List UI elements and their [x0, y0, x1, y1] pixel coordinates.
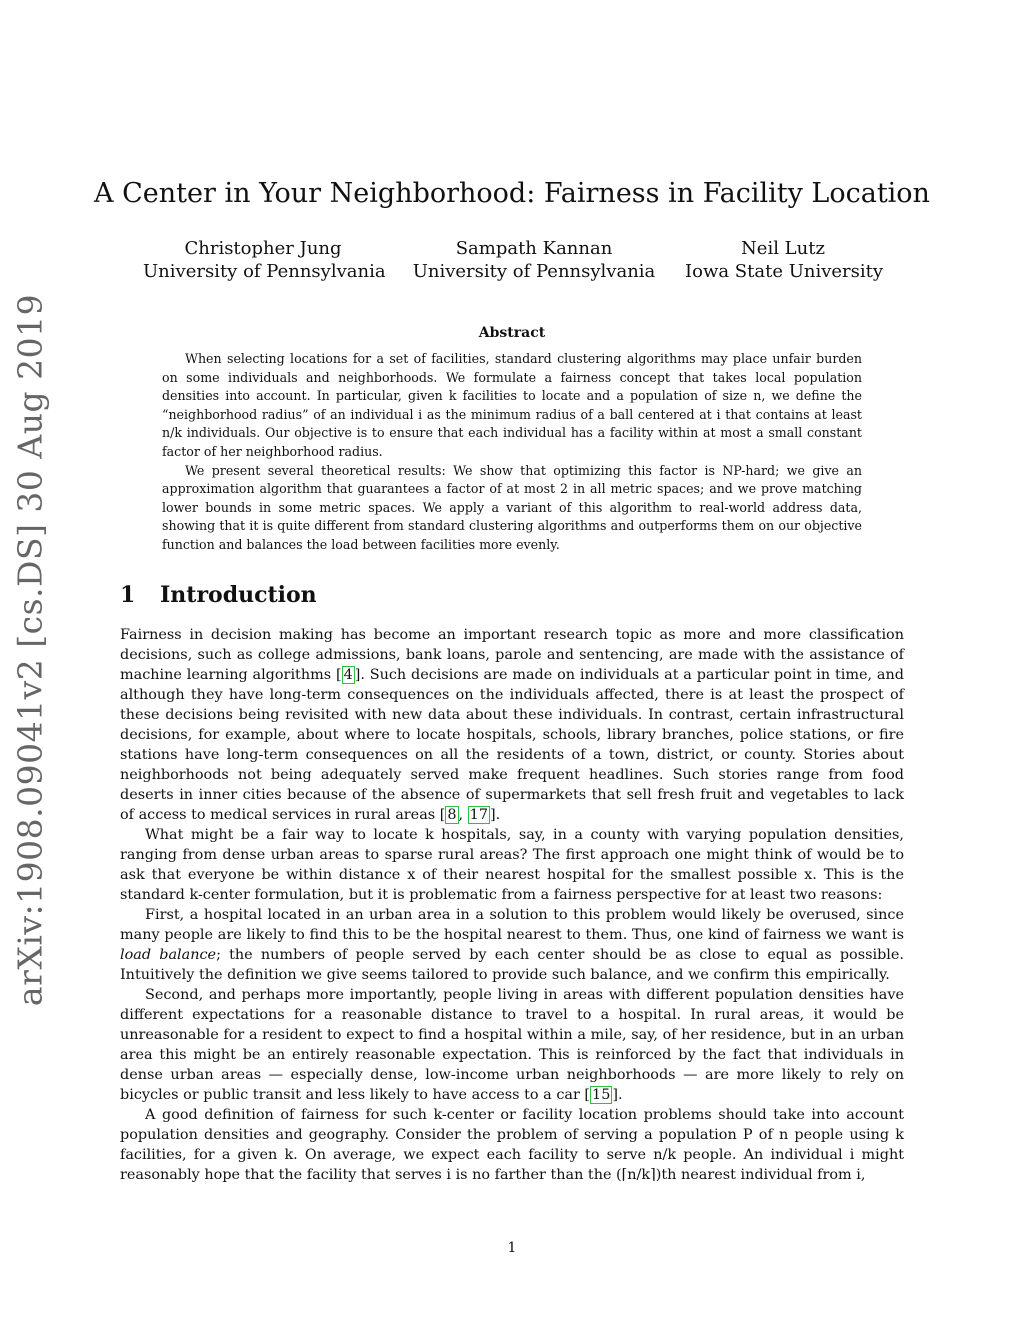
author-block — [685, 237, 884, 283]
author-name: Neil Lutz — [741, 238, 825, 259]
abstract-heading: Abstract — [478, 325, 546, 341]
body-text — [120, 625, 904, 1185]
citation-link[interactable]: 8 — [447, 807, 457, 823]
author-affiliation: Iowa State University — [685, 261, 884, 282]
body-paragraph: First, a hospital located in an urban area in a solution to this problem would likely be overused, since many people are likely to find this to be the hospital nearest to them. Thus, one kind of fairness we want is load balance; the numbers of people served by each center should be as close to equal as possible. Intuitively the definition we give seems tailored to provide such balance, and we confirm this empirically. — [120, 907, 905, 983]
section-heading — [120, 582, 317, 608]
author-block — [143, 237, 386, 283]
body-paragraph: Second, and perhaps more importantly, people living in areas with different population densities have different expectations for a reasonable distance to travel to a hospital. In rural areas, it would be unreasonable for a resident to expect to find a hospital within a mile, say, of her residence, but in an urban area this might be an entirely reasonable expectation. This is reinforced by the fact that individuals in dense urban areas — especially dense, low-income urban neighborhoods — are more likely to rely on bicycles or public transit and less likely to have access to a car [ 15 ]. — [120, 987, 904, 1103]
abstract-paragraph: We present several theoretical results: We show that optimizing this factor is NP-hard; we give an approximation algorithm that guarantees a factor of at most 2 in all metric spaces; and we prove matching lower bounds in some metric spaces. We apply a variant of this algorithm to real-world address data, showing that it is quite different from standard clustering algorithms and outperforms them on our objective function and balances the load between facilities more evenly. — [162, 462, 862, 552]
abstract-paragraph: When selecting locations for a set of facilities, standard clustering algorithms may place unfair burden on some individuals and neighborhoods. We formulate a fairness concept that takes local population densities into account. In particular, given k facilities to locate and a population of size n, we define the “neighborhood radius” of an individual i as the minimum radius of a ball centered at i that contains at least n/k individuals. Our objective is to ensure that each individual has a facility within at most a small constant factor of her neighborhood radius. — [162, 351, 862, 459]
arxiv-identifier: arXiv:1908.09041v2 [cs.DS] 30 Aug 2019 — [10, 293, 50, 1007]
body-paragraph: What might be a fair way to locate k hospitals, say, in a county with varying population densities, ranging from dense urban areas to sparse rural areas? The first approach one might think of would be to ask that everyone be within distance x of their nearest hospital for the smallest possible x. This is the standard k-center formulation, but it is problematic from a fairness perspective for at least two reasons: — [120, 827, 904, 903]
section-title: Introduction — [160, 582, 317, 608]
author-name: Christopher Jung — [184, 238, 342, 259]
emphasis-load-balance: load balance — [120, 947, 217, 963]
citation-link[interactable]: 4 — [343, 667, 353, 683]
paper-title: A Center in Your Neighborhood: Fairness in Facility Location — [94, 178, 930, 209]
body-paragraph: Fairness in decision making has become an important research topic as more and more classification decisions, such as college admissions, bank loans, parole and sentencing, are made with the assistance of machine learning algorithms [ 4 ]. Such decisions are made on individuals at a particular point in time, and although they have long-term consequences on the individuals affected, there is at least the prospect of these decisions being revisited with new data about these individuals. In contrast, certain infrastructural decisions, for example, about where to locate hospitals, schools, library branches, police stations, or fire stations have long-term consequences on all the residents of a town, district, or county. Stories about neighborhoods not being adequately served make frequent headlines. Such stories range from food deserts in inner cities because of the absence of supermarkets that sell fresh fruit and vegetables to lack of access to medical services in rural areas [ 8 , 17 ]. — [120, 627, 904, 823]
author-name: Sampath Kannan — [455, 238, 613, 259]
author-block — [412, 237, 656, 283]
author-affiliation: University of Pennsylvania — [143, 261, 386, 282]
body-paragraph: A good definition of fairness for such k-center or facility location problems should take into account population densities and geography. Consider the problem of serving a population P of n people using k facilities, for a given k. On average, we expect each facility to serve n/k people. An individual i might reasonably hope that the facility that serves i is no farther than the (⌈n/k⌉)th nearest individual from i, — [120, 1107, 904, 1183]
citation-link[interactable]: 17 — [469, 807, 488, 823]
citation-link[interactable]: 15 — [592, 1087, 611, 1103]
abstract-body — [162, 350, 862, 555]
author-affiliation: University of Pennsylvania — [412, 261, 656, 282]
section-number: 1 — [120, 582, 136, 608]
page-number: 1 — [507, 1240, 517, 1256]
arxiv-sidebar-stamp — [0, 293, 60, 1007]
